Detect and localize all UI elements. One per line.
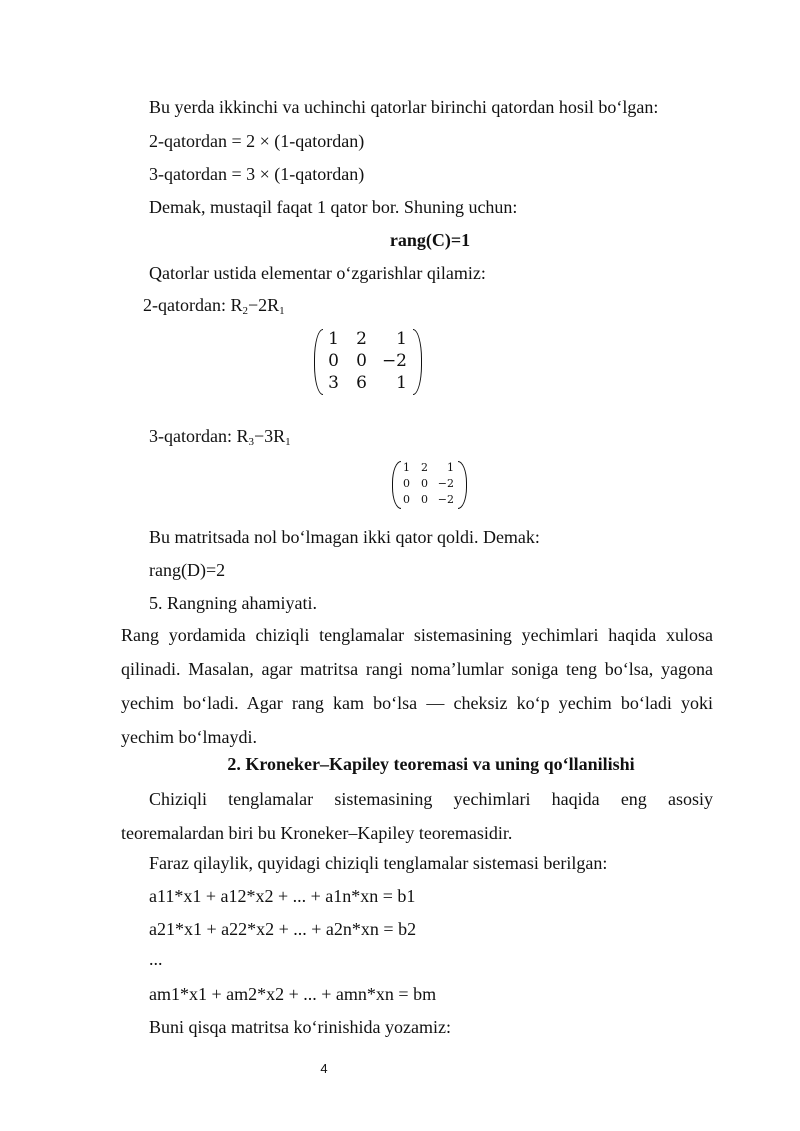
text-line: Bu matritsada nol bo‘lmagan ikki qator qoldi. Demak:: [149, 527, 540, 547]
section-title: 5. Rangning ahamiyati.: [149, 593, 317, 613]
paragraph-theorem-intro: Chiziqli tenglamalar sistemasining yechimlari haqida eng asosiy teoremalardan biri bu Kroneker–Kapiley teoremasidir.: [121, 789, 713, 843]
text-line: Buni qisqa matritsa ko‘rinishida yozamiz:: [149, 1017, 451, 1037]
matrix-cell: 3: [328, 373, 339, 393]
matrix-cell: 0: [403, 493, 410, 506]
matrix-cell: 1: [447, 461, 454, 474]
formula-rank-c: rang(C)=1: [389, 230, 471, 250]
matrix-cell: 6: [356, 373, 367, 393]
text-line: Faraz qilaylik, quyidagi chiziqli tenglamalar sistemasi berilgan:: [149, 853, 608, 873]
text-line: 3-qatordan = 3 × (1-qatordan): [149, 164, 365, 184]
matrix-step1: [314, 329, 422, 395]
matrix-cell: 1: [396, 373, 407, 393]
matrix-grid: [401, 461, 458, 509]
text-line: Demak, mustaqil faqat 1 qator bor. Shuning uchun:: [149, 197, 518, 217]
page-number: 4: [320, 1061, 328, 1076]
equation-row-1: a11*x1 + a12*x2 + ... + a1n*xn = b1: [149, 886, 416, 906]
row-operation-1: 2-qatordan: $R_2-2R_1$: [143, 295, 285, 317]
matrix-cell: 1: [328, 329, 339, 349]
ellipsis: ...: [149, 949, 163, 969]
left-paren: [314, 329, 323, 395]
equation-row-m: am1*x1 + am2*x2 + ... + amn*xn = bm: [149, 984, 437, 1004]
matrix-cell: 0: [403, 477, 410, 490]
matrix-cell: 0: [356, 351, 367, 371]
left-paren: [392, 461, 401, 509]
text-line: 2-qatordan = 2 × (1-qatordan): [149, 131, 365, 151]
matrix-cell: −2: [437, 477, 454, 490]
row-operation-2: 3-qatordan: $R_3-3R_1$: [149, 426, 291, 448]
matrix-cell: 2: [356, 329, 367, 349]
formula-rank-d: rang(D)=2: [149, 560, 226, 580]
right-paren: [458, 461, 467, 509]
right-paren: [413, 329, 422, 395]
matrix-cell: −2: [381, 351, 407, 371]
paragraph-rank-importance: Rang yordamida chiziqli tenglamalar sistemasining yechimlari haqida xulosa qilinadi. Masalan, agar matritsa rangi noma’lumlar soniga teng bo‘lsa, yagona yechim bo‘ladi. Agar rang kam bo‘lsa — cheksiz ko‘p yechim bo‘ladi yoki yechim bo‘lmaydi.: [121, 625, 713, 747]
text-line: Bu yerda ikkinchi va uchinchi qatorlar birinchi qatordan hosil bo‘lgan:: [149, 97, 659, 117]
matrix-step2: [392, 461, 467, 509]
matrix-cell: 0: [328, 351, 339, 371]
text-line: Qatorlar ustida elementar o‘zgarishlar qilamiz:: [149, 263, 486, 283]
equation-row-2: a21*x1 + a22*x2 + ... + a2n*xn = b2: [149, 919, 417, 939]
matrix-cell: −2: [437, 493, 454, 506]
matrix-cell: 0: [421, 493, 428, 506]
matrix-grid: [323, 329, 413, 395]
matrix-cell: 0: [421, 477, 428, 490]
matrix-cell: 1: [396, 329, 407, 349]
matrix-cell: 2: [421, 461, 428, 474]
section-heading: 2. Kroneker–Kapiley teoremasi va uning qo‘llanilishi: [227, 754, 635, 774]
matrix-cell: 1: [403, 461, 410, 474]
